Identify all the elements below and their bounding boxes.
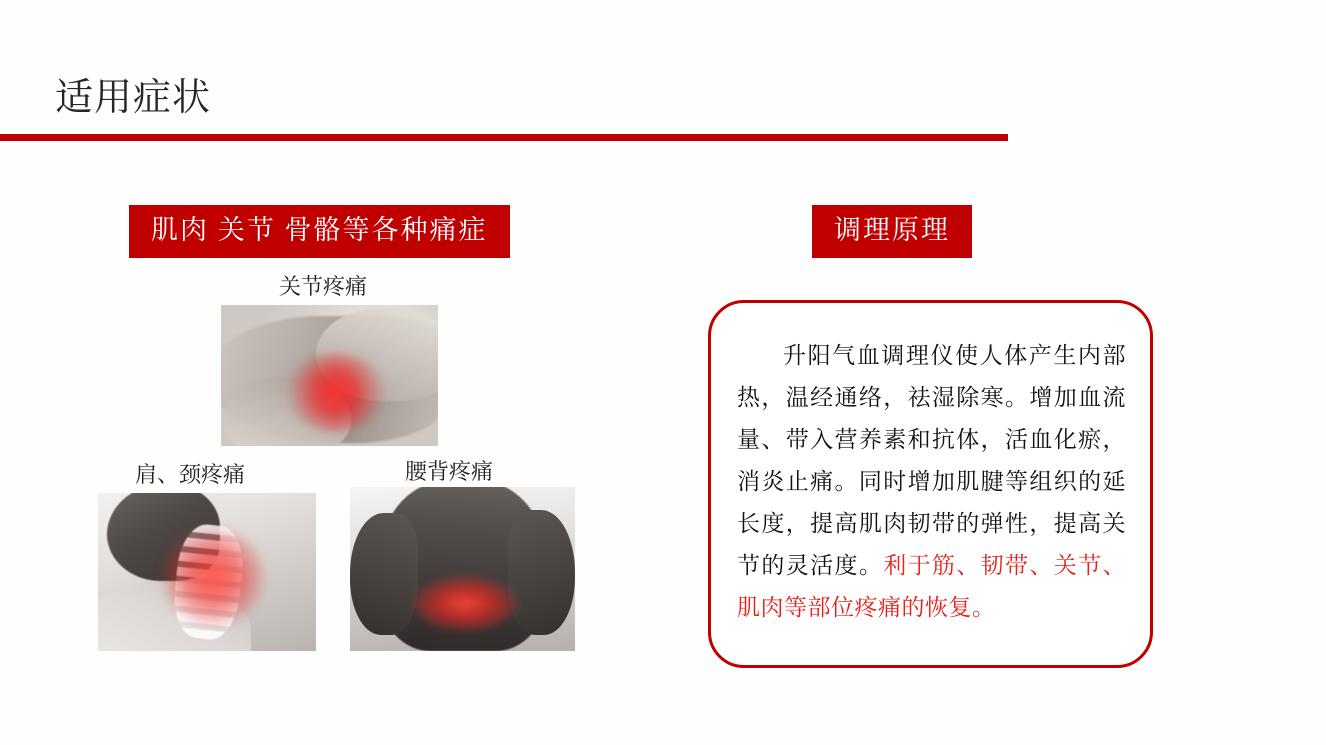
principle-paragraph xyxy=(737,335,1126,629)
joint-photo-hand-lower xyxy=(225,378,351,446)
page-title: 适用症状 xyxy=(55,77,212,119)
joint-pain-caption: 关节疼痛 xyxy=(279,274,368,299)
lower-back-pain-photo xyxy=(350,487,575,651)
principle-section xyxy=(700,200,1260,680)
back-photo-right-arm xyxy=(508,510,576,635)
back-photo-left-arm xyxy=(350,513,418,634)
neck-shoulder-pain-caption: 肩、颈疼痛 xyxy=(135,462,246,487)
title-underline-rule xyxy=(0,134,1008,141)
lower-back-pain-caption: 腰背疼痛 xyxy=(405,459,494,484)
principle-banner: 调理原理 xyxy=(812,205,972,258)
joint-pain-photo xyxy=(221,305,438,446)
principle-text-box xyxy=(708,300,1153,668)
principle-paragraph-main: 升阳气血调理仪使人体产生内部热，温经通络，祛湿除寒。增加血流量、带入营养素和抗体，活血化瘀，消炎止痛。同时增加肌腱等组织的延长度，提高肌肉韧带的弹性，提高关节的灵活度。 xyxy=(737,343,1126,578)
symptoms-banner: 肌肉 关节 骨骼等各种痛症 xyxy=(129,205,510,258)
principle-paragraph-highlight: 利于筋、韧带、关节、肌肉等部位疼痛的恢复。 xyxy=(737,553,1127,620)
symptoms-section xyxy=(97,200,677,670)
neck-shoulder-pain-photo xyxy=(98,493,316,651)
